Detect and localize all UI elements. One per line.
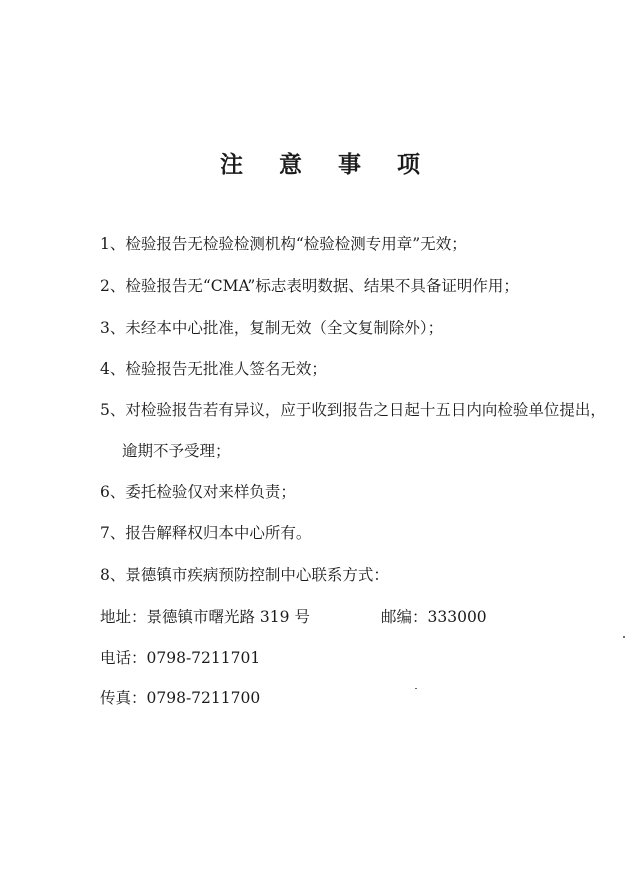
page-title: 注 意 事 项 [219, 151, 435, 178]
notice-item-1: 1、检验报告无检验检测机构“检验检测专用章”无效； [100, 235, 467, 253]
contact-phone: 电话：0798-7211701 [100, 649, 261, 667]
notice-item-6: 6、委托检验仅对来样负责； [100, 483, 296, 501]
contact-address: 地址：景德镇市曙光路 319 号 [100, 608, 310, 626]
notice-item-4: 4、检验报告无批准人签名无效； [100, 360, 327, 378]
notice-item-5-continued: 逾期不予受理； [122, 442, 231, 460]
notice-item-8: 8、景德镇市疾病预防控制中心联系方式： [100, 566, 389, 584]
scan-speck [623, 636, 625, 638]
notice-item-3: 3、未经本中心批准，复制无效（全文复制除外）； [100, 319, 444, 337]
notice-item-7: 7、报告解释权归本中心所有。 [100, 524, 312, 542]
notice-item-2: 2、检验报告无“CMA”标志表明数据、结果不具备证明作用； [100, 277, 519, 295]
notice-item-5: 5、对检验报告若有异议，应于收到报告之日起十五日内向检验单位提出， [100, 401, 606, 419]
scan-speck [415, 688, 417, 689]
contact-fax: 传真：0798-7211700 [100, 689, 261, 707]
contact-postcode: 邮编：333000 [381, 608, 487, 626]
